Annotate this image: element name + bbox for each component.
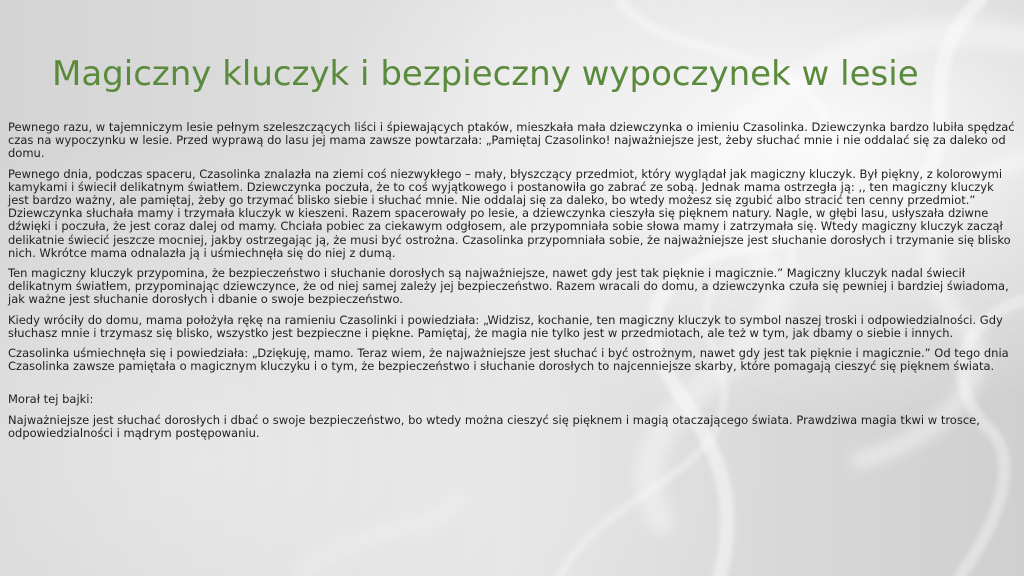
story-text bbox=[8, 121, 1016, 447]
story-paragraph-4: Kiedy wróciły do domu, mama położyła rękę na ramieniu Czasolinki i powiedziała: „Widzisz, kochanie, ten magiczny kluczyk to symbol naszej troski i odpowiedzialności. Gdy słuchasz mnie i trzymasz się blisko, wszystko jest bezpieczne i piękne. Pamiętaj, że magia nie tylko jest w przedmiotach, ale też w tym, jak dbamy o siebie i innych. bbox=[8, 312, 1003, 340]
moral-text: Najważniejsze jest słuchać dorosłych i dbać o swoje bezpieczeństwo, bo wtedy można cieszyć się pięknem i magią otaczającego świata. Prawdziwa magia tkwi w trosce, odpowiedzialności i mądrym postępowaniu. bbox=[8, 412, 980, 440]
story-paragraph-2: Pewnego dnia, podczas spaceru, Czasolinka znalazła na ziemi coś niezwykłego – mały, błyszczący przedmiot, który wyglądał jak magiczny kluczyk. Był piękny, z kolorowymi kamykami i świecił delikatnym światłem. Dziewczynka poczuła, że to coś wyjątkowego i postanowiła go zabrać ze sobą. Jednak mama ostrzegła ją: ,, ten magiczny kluczyk jest bardzo ważny, ale pamiętaj, żeby go trzymać blisko siebie i słuchać mnie. Nie oddalaj się za daleko, bo wtedy możesz się zgubić albo stracić ten cenny przedmiot.” Dziewczynka słuchała mamy i trzymała kluczyk w kieszeni. Razem spacerowały po lesie, a dziewczynka cieszyła się pięknem natury. Nagle, w głębi lasu, usłyszała dziwne dźwięki i poczuła, że jest coraz dalej od mamy. Chciała pobiec za ciekawym odgłosem, ale przypomniała sobie słowa mamy i zatrzymała się. Wtedy magiczny kluczyk zaczął delikatnie świecić jeszcze mocniej, jakby ostrzegając ją, że musi być ostrożna. Czasolinka przypomniała sobie, że najważniejsze jest słuchanie dorosłych i trzymanie się blisko nich. Wkrótce mama odnalazła ją i uśmiechnęła się do niej z dumą. bbox=[8, 166, 1011, 260]
story-paragraph-1: Pewnego razu, w tajemniczym lesie pełnym szeleszczących liści i śpiewających ptaków, mieszkała mała dziewczynka o imieniu Czasolinka. Dziewczynka bardzo lubiła spędzać czas na wypoczynku w lesie. Przed wyprawą do lasu jej mama zawsze powtarzała: „Pamiętaj Czasolinko! najważniejsze jest, żeby słuchać mnie i nie oddalać się za daleko od domu. bbox=[8, 120, 1015, 161]
moral-heading: Morał tej bajki: bbox=[8, 392, 94, 407]
slide-title: Magiczny kluczyk i bezpieczny wypoczynek w lesie bbox=[52, 54, 919, 94]
story-paragraph-5: Czasolinka uśmiechnęła się i powiedziała: „Dziękuję, mamo. Teraz wiem, że najważniejsze jest słuchać i być ostrożnym, nawet gdy jest tak pięknie i magicznie.” Od tego dnia Czasolinka zawsze pamiętała o magicznym kluczyku i o tym, że bezpieczeństwo i słuchanie dorosłych to najcenniejsze skarby, które pomagają cieszyć się pięknem świata. bbox=[8, 346, 1009, 374]
story-paragraph-3: Ten magiczny kluczyk przypomina, że bezpieczeństwo i słuchanie dorosłych są najważniejsze, nawet gdy jest tak pięknie i magicznie.” Magiczny kluczyk nadal świecił delikatnym światłem, przypominając dziewczynce, że od niej samej zależy jej bezpieczeństwo. Razem wracali do domu, a dziewczynka czuła się pewniej i bardziej świadoma, jak ważne jest słuchanie dorosłych i dbanie o swoje bezpieczeństwo. bbox=[8, 266, 1009, 307]
